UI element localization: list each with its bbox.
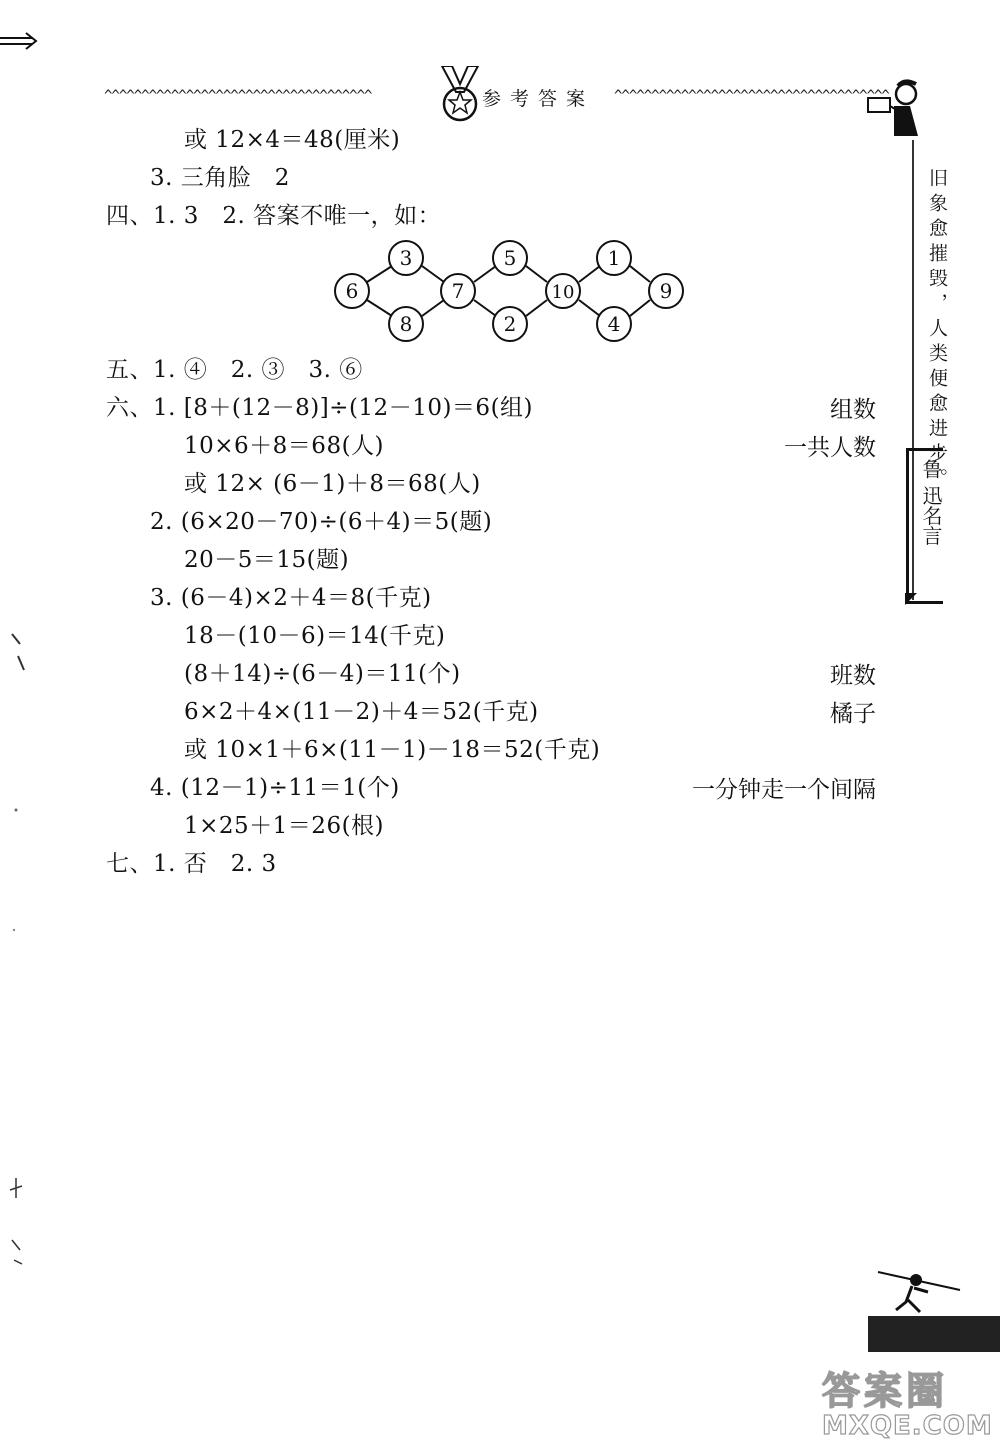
number-chain-diagram	[330, 236, 690, 348]
answer-line: 1×25＋1＝26(根)	[184, 813, 385, 839]
side-arrow-icon	[905, 592, 919, 611]
answer-line: 6×2＋4×(11－2)＋4＝52(千克)	[184, 699, 539, 725]
page-corner-tab	[868, 1316, 1000, 1352]
diagram-node	[597, 307, 631, 341]
answer-line: 2. (6×20－70)÷(6＋4)＝5(题)	[150, 509, 493, 535]
diagram-node	[389, 241, 423, 275]
diagram-node	[441, 274, 475, 308]
answer-note: 班数	[830, 663, 876, 689]
diagram-node-label: 9	[659, 279, 673, 303]
diagram-node	[649, 274, 683, 308]
answer-line: 或 12× (6－1)＋8＝68(人)	[184, 471, 481, 497]
answer-note: 组数	[830, 397, 876, 423]
side-author-box	[906, 448, 943, 604]
diagram-node-label: 7	[451, 279, 465, 303]
cartoon-reader-icon	[864, 76, 934, 150]
answer-line: 18－(10－6)＝14(千克)	[184, 623, 446, 649]
answer-line: 20－5＝15(题)	[184, 547, 350, 573]
answer-line: 或 12×4＝48(厘米)	[184, 127, 401, 153]
watermark-url: MXQE.COM	[822, 1411, 993, 1441]
answer-note: 一分钟走一个间隔	[692, 777, 876, 803]
diagram-node-label: 3	[399, 246, 413, 270]
answer-note: 一共人数	[784, 435, 876, 461]
diagram-node-label: 2	[503, 312, 517, 336]
diagram-node-label: 1	[607, 246, 621, 270]
header-zigzag-left: ^^^^^^^^^^^^^^^^^^^^^^^^^^^^^^^^^^^^	[104, 88, 372, 104]
diagram-node	[389, 307, 423, 341]
answer-line: 七、1. 否 2. 3	[106, 851, 277, 877]
watermark-logo-text: 答案圈	[822, 1369, 949, 1413]
diagram-node	[493, 307, 527, 341]
side-quote: 旧象愈摧毁，人类便愈进步。	[926, 168, 948, 493]
answer-line: (8＋14)÷(6－4)＝11(个)	[184, 661, 461, 687]
corner-arrow-icon	[0, 30, 40, 56]
diagram-node-label: 4	[607, 312, 621, 336]
diagram-node	[335, 274, 369, 308]
answer-line: 4. (12－1)÷11＝1(个)	[150, 775, 400, 801]
answer-line: 六、1. [8＋(12－8)]÷(12－10)＝6(组)	[106, 395, 534, 421]
diagram-node	[546, 274, 580, 308]
answer-line: 五、1. ④ 2. ③ 3. ⑥	[106, 357, 363, 383]
answer-line: 四、1. 3 2. 答案不唯一，如：	[106, 203, 442, 229]
margin-specks	[8, 630, 28, 1334]
answer-line: 或 10×1＋6×(11－1)－18＝52(千克)	[184, 737, 601, 763]
header-zigzag-right: ^^^^^^^^^^^^^^^^^^^^^^^^^^^^^^^^^^^^^	[614, 88, 889, 104]
answer-line: 3. 三角脸 2	[150, 165, 290, 191]
header-title: 参考答案	[482, 88, 595, 110]
medal-icon	[438, 66, 482, 126]
diagram-node-label: 5	[503, 246, 517, 270]
answer-note: 橘子	[830, 701, 876, 727]
side-author: 鲁 迅名言	[919, 459, 943, 546]
diagram-node	[597, 241, 631, 275]
answer-line: 3. (6－4)×2＋4＝8(千克)	[150, 585, 432, 611]
diagram-node-label: 6	[345, 279, 359, 303]
answer-line: 10×6＋8＝68(人)	[184, 433, 385, 459]
runner-figure-icon	[876, 1262, 966, 1322]
diagram-node-label: 10	[551, 282, 575, 303]
diagram-node	[493, 241, 527, 275]
diagram-node-label: 8	[399, 312, 413, 336]
watermark-logo	[822, 1360, 1000, 1450]
